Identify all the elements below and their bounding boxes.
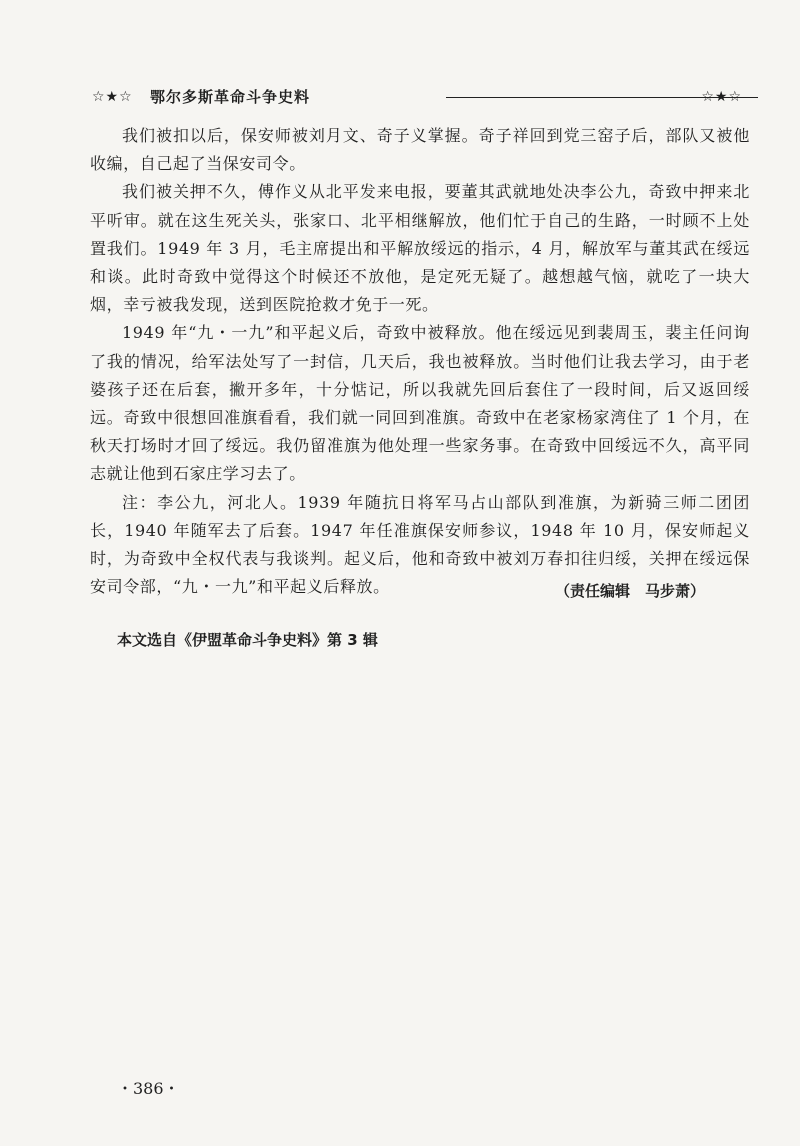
editor-credit: （责任编辑 马步萧） <box>554 582 705 600</box>
running-header-title: 鄂尔多斯革命斗争史料 <box>150 88 311 106</box>
paragraph-2: 我们被关押不久，傅作义从北平发来电报，要董其武就地处决李公九，奇致中押来北平听审。就在这生死关头，张家口、北平相继解放，他们忙于自己的生路，一时顾不上处置我们。1949 年 3 月，毛主席提出和平解放绥远的指示，4 月，解放军与董其武在绥远和谈。此时奇致中觉得这个时候还不放他，是定死无疑了。越想越气恼，就吃了一块大烟，幸亏被我发现，送到医院抢救才免于一死。 <box>90 182 750 315</box>
paragraph-3: 1949 年“九・一九”和平起义后，奇致中被释放。他在绥远见到裴周玉，裴主任问询了我的情况，给军法处写了一封信，几天后，我也被释放。当时他们让我去学习，由于老婆孩子还在后套，撇开多年，十分惦记，所以我就先回后套住了一段时间，后又返回绥远。奇致中很想回准旗看看，我们就一同回到准旗。奇致中在老家杨家湾住了 1 个月，在秋天打场时才回了绥远。我仍留准旗为他处理一些家务事。在奇致中回绥远不久，高平同志就让他到石家庄学习去了。 <box>90 323 750 484</box>
running-header <box>92 86 742 110</box>
article-body <box>90 122 750 601</box>
paragraph-note: 注：李公九，河北人。1939 年随抗日将军马占山部队到准旗，为新骑三师二团团长，1940 年随军去了后套。1947 年任准旗保安师参议，1948 年 10 月，保安师起义时，为奇致中全权代表与我谈判。起义后，他和奇致中被刘万春扣往归绥，关押在绥远保安司令部，“九・一九”和平起义后释放。 <box>90 492 750 597</box>
star-ornament-right-icon: ☆★☆ <box>701 89 742 105</box>
source-note: 本文选自《伊盟革命斗争史料》第 3 辑 <box>117 631 378 649</box>
paragraph-1: 我们被扣以后，保安师被刘月文、奇子义掌握。奇子祥回到党三窑子后，部队又被他收编，自己起了当保安司令。 <box>90 126 750 174</box>
page-number: ・386・ <box>117 1079 180 1098</box>
star-ornament-left-icon: ☆★☆ <box>92 89 133 105</box>
